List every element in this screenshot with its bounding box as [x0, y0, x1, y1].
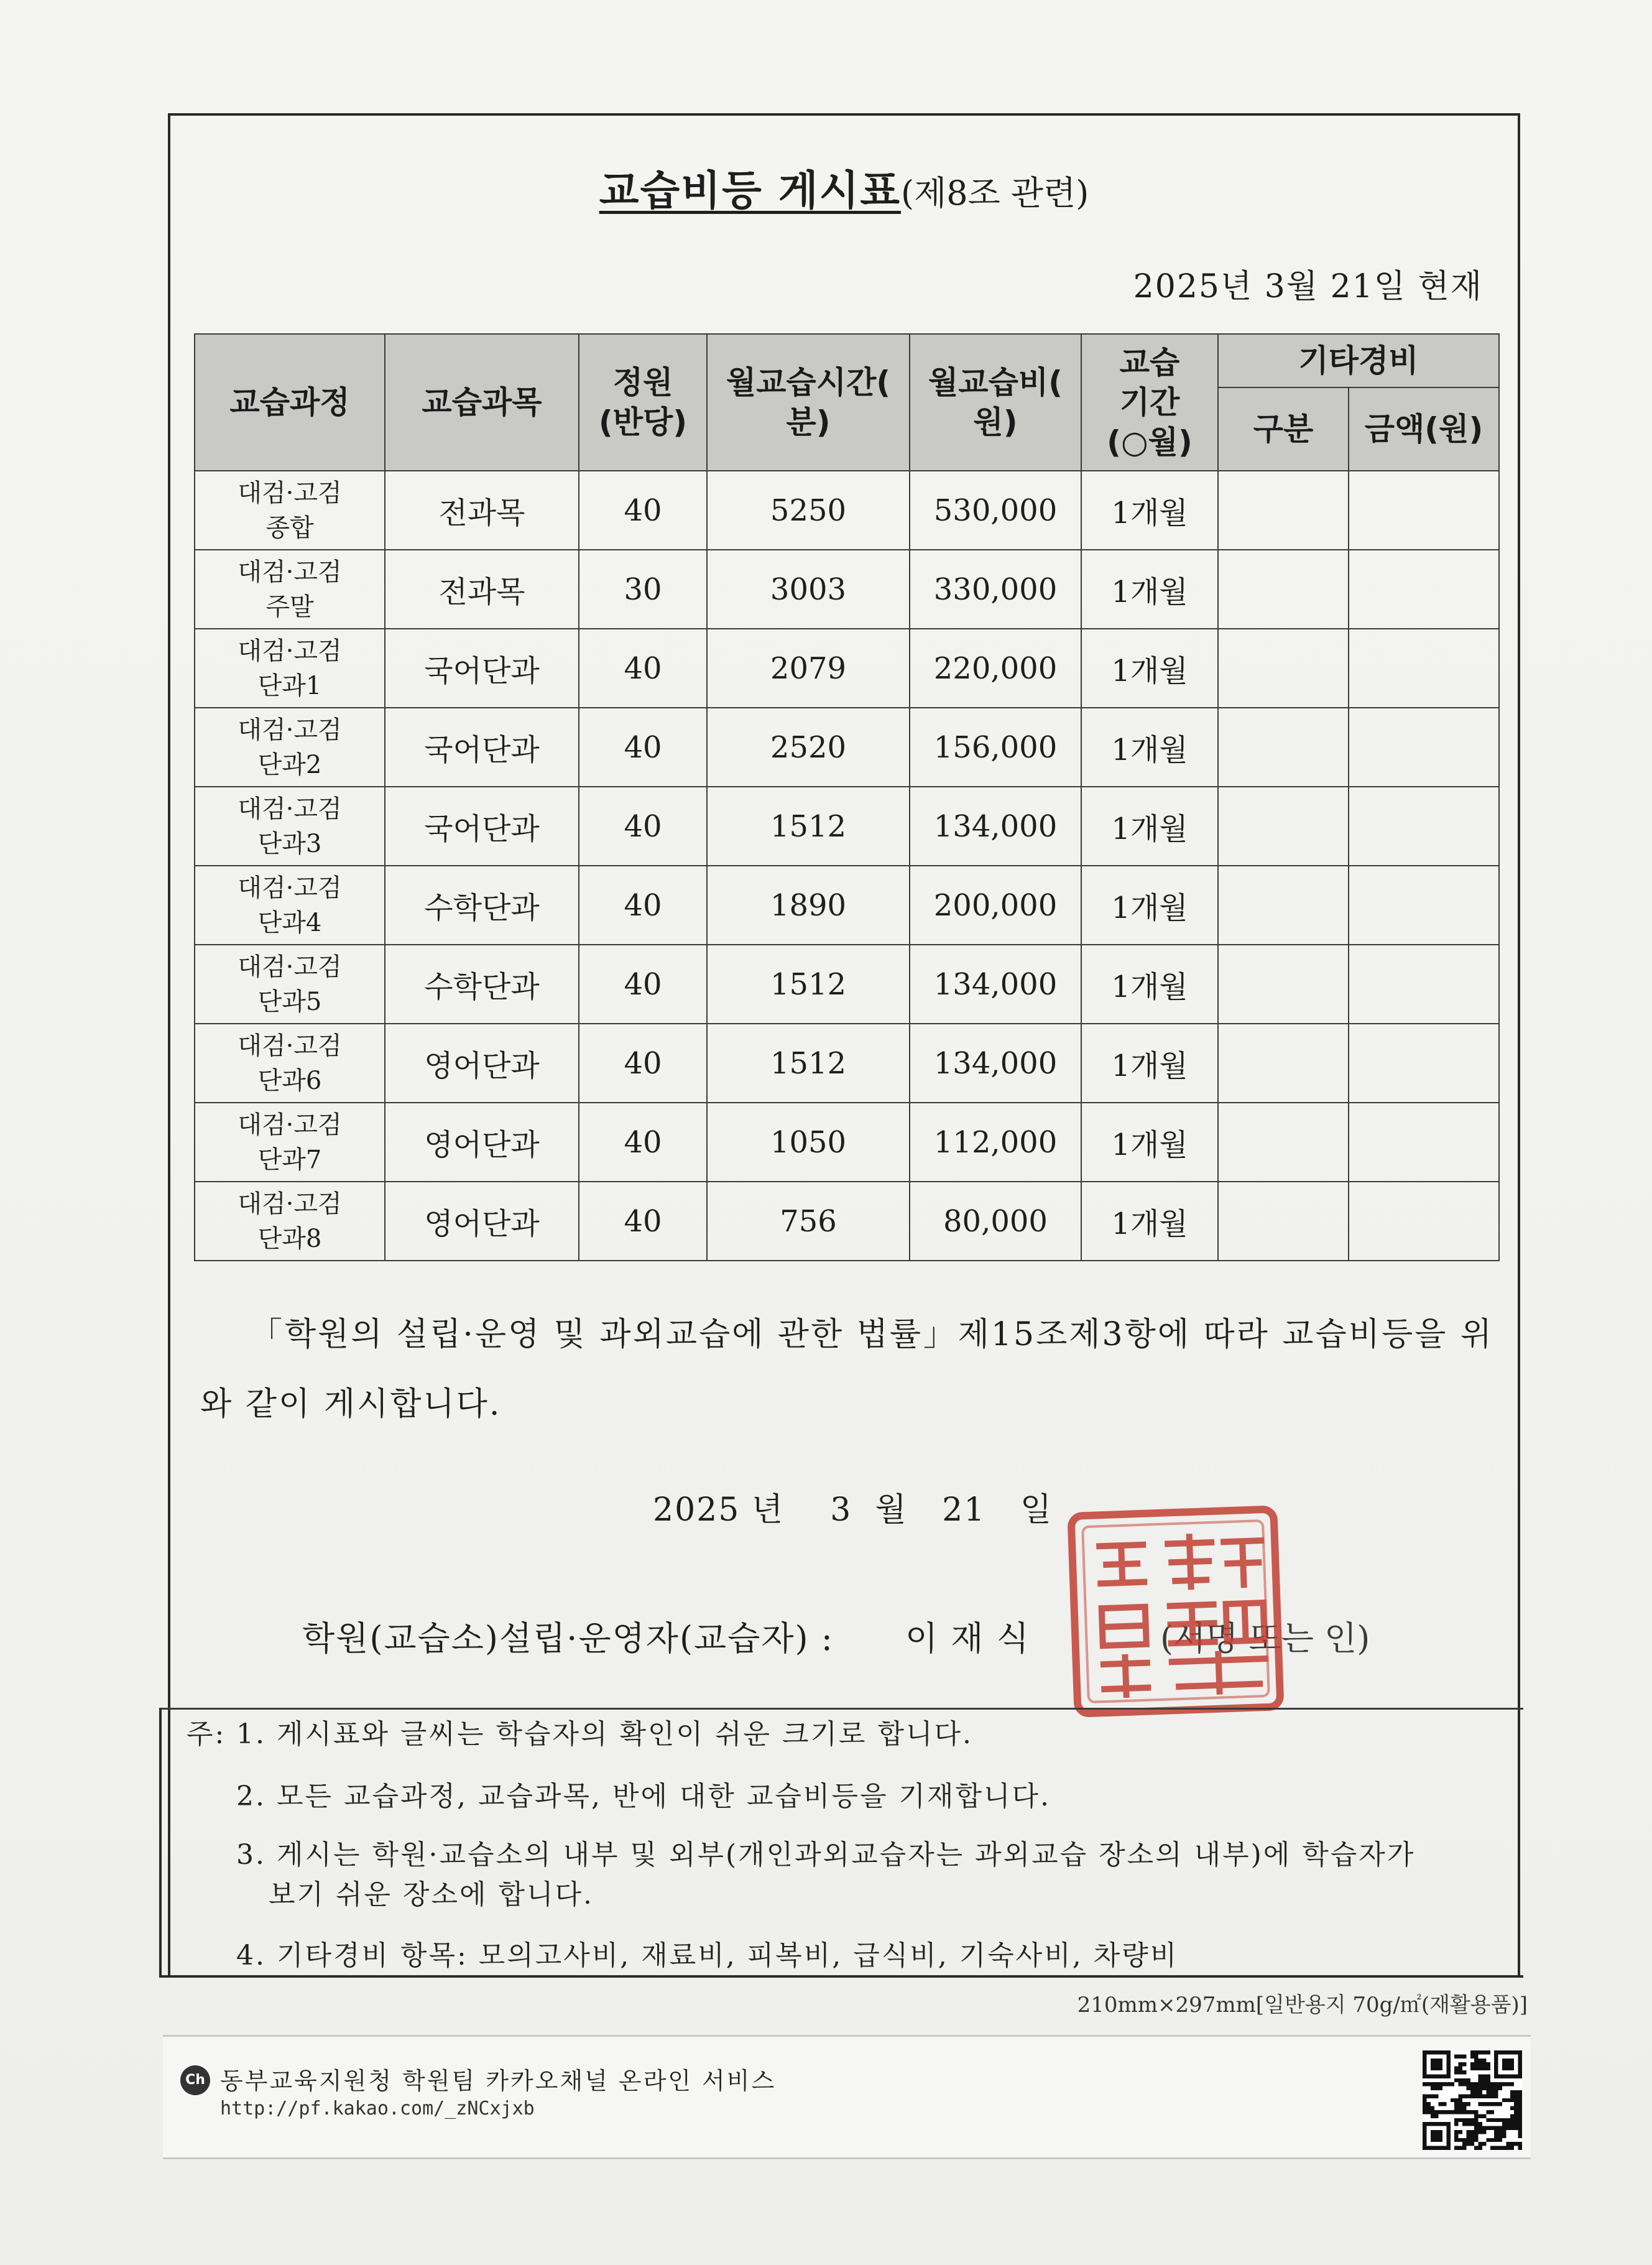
- as-of-date: 2025년 3월 21일 현재: [1133, 268, 1483, 305]
- cell-other-amount: [1349, 1103, 1499, 1182]
- title-main: 교습비등 게시표: [599, 167, 901, 215]
- cell-subject: 영어단과: [385, 1182, 579, 1261]
- cell-capacity: 40: [579, 945, 707, 1024]
- cell-course: 대검·고검 단과8: [195, 1182, 385, 1261]
- notes-prefix: 주:: [187, 1718, 226, 1750]
- notes-divider: [162, 1708, 1523, 1710]
- header-other: 기타경비: [1218, 334, 1499, 387]
- cell-hours: 3003: [707, 550, 910, 629]
- cell-other-type: [1218, 787, 1349, 866]
- cell-period: 1개월: [1081, 708, 1218, 787]
- cell-period: 1개월: [1081, 550, 1218, 629]
- header-other-type: 구분: [1218, 387, 1349, 471]
- cell-other-amount: [1349, 471, 1499, 550]
- cell-course: 대검·고검 단과5: [195, 945, 385, 1024]
- cell-other-amount: [1349, 550, 1499, 629]
- signature-date: 2025 년 3 월 21 일: [653, 1491, 1053, 1529]
- note-1: 1. 게시표와 글씨는 학습자의 확인이 쉬운 크기로 합니다.: [236, 1718, 973, 1750]
- table-row: [195, 708, 1499, 787]
- cell-period: 1개월: [1081, 787, 1218, 866]
- fee-table: [194, 333, 1500, 1261]
- table-row: [195, 1103, 1499, 1182]
- header-capacity: 정원 (반당): [579, 334, 707, 471]
- cell-subject: 국어단과: [385, 708, 579, 787]
- cell-course: 대검·고검 단과4: [195, 866, 385, 945]
- header-subject: 교습과목: [385, 334, 579, 471]
- cell-other-type: [1218, 866, 1349, 945]
- note-4: 4. 기타경비 항목: 모의고사비, 재료비, 피복비, 급식비, 기숙사비, 차량비: [236, 1940, 1179, 1971]
- cell-period: 1개월: [1081, 471, 1218, 550]
- cell-period: 1개월: [1081, 945, 1218, 1024]
- cell-other-amount: [1349, 1024, 1499, 1103]
- operator-label: 학원(교습소)설립·운영자(교습자) :: [302, 1619, 834, 1658]
- table-row: [195, 629, 1499, 708]
- cell-course: 대검·고검 단과2: [195, 708, 385, 787]
- cell-period: 1개월: [1081, 1182, 1218, 1261]
- cell-capacity: 40: [579, 1103, 707, 1182]
- cell-hours: 1050: [707, 1103, 910, 1182]
- cell-fee: 220,000: [910, 629, 1081, 708]
- official-seal: [1061, 1496, 1292, 1728]
- cell-subject: 전과목: [385, 471, 579, 550]
- cell-course: 대검·고검 단과3: [195, 787, 385, 866]
- table-row: [195, 787, 1499, 866]
- seal-note: (서명 또는 인): [1160, 1619, 1370, 1658]
- header-hours: 월교습시간( 분): [707, 334, 910, 471]
- cell-other-type: [1218, 708, 1349, 787]
- cell-hours: 1512: [707, 1024, 910, 1103]
- title-sub: (제8조 관련): [900, 174, 1089, 213]
- cell-other-type: [1218, 1024, 1349, 1103]
- note-2: 2. 모든 교습과정, 교습과목, 반에 대한 교습비등을 기재합니다.: [236, 1781, 1051, 1812]
- cell-period: 1개월: [1081, 1103, 1218, 1182]
- cell-fee: 530,000: [910, 471, 1081, 550]
- note-3-cont: 보기 쉬운 장소에 합니다.: [269, 1879, 594, 1911]
- cell-fee: 112,000: [910, 1103, 1081, 1182]
- cell-subject: 국어단과: [385, 629, 579, 708]
- cell-course: 대검·고검 종합: [195, 471, 385, 550]
- cell-fee: 156,000: [910, 708, 1081, 787]
- cell-subject: 국어단과: [385, 787, 579, 866]
- cell-subject: 영어단과: [385, 1103, 579, 1182]
- paper-spec: 210mm×297mm[일반용지 70g/㎡(재활용품)]: [1077, 1993, 1528, 2017]
- fee-table-body: [195, 471, 1499, 1261]
- cell-fee: 134,000: [910, 945, 1081, 1024]
- table-row: [195, 1182, 1499, 1261]
- cell-hours: 1512: [707, 945, 910, 1024]
- cell-other-amount: [1349, 945, 1499, 1024]
- cell-course: 대검·고검 주말: [195, 550, 385, 629]
- cell-hours: 1512: [707, 787, 910, 866]
- table-row: [195, 1024, 1499, 1103]
- table-row: [195, 550, 1499, 629]
- cell-subject: 전과목: [385, 550, 579, 629]
- cell-fee: 200,000: [910, 866, 1081, 945]
- cell-subject: 영어단과: [385, 1024, 579, 1103]
- cell-capacity: 40: [579, 629, 707, 708]
- cell-fee: 134,000: [910, 787, 1081, 866]
- cell-hours: 2520: [707, 708, 910, 787]
- cell-other-type: [1218, 945, 1349, 1024]
- kakao-channel-icon: Ch: [180, 2065, 210, 2095]
- cell-subject: 수학단과: [385, 945, 579, 1024]
- cell-period: 1개월: [1081, 866, 1218, 945]
- footer-bar: [163, 2035, 1531, 2159]
- cell-fee: 80,000: [910, 1182, 1081, 1261]
- cell-other-amount: [1349, 787, 1499, 866]
- form-bottom-border: [159, 1975, 1523, 1978]
- cell-capacity: 40: [579, 1182, 707, 1261]
- cell-capacity: 40: [579, 471, 707, 550]
- cell-other-amount: [1349, 629, 1499, 708]
- notice-text: 「학원의 설립·운영 및 과외교습에 관한 법률」제15조제3항에 따라 교습비등을 위와 같이 게시합니다.: [200, 1316, 1493, 1423]
- cell-other-amount: [1349, 708, 1499, 787]
- table-row: [195, 471, 1499, 550]
- cell-other-amount: [1349, 1182, 1499, 1261]
- cell-other-type: [1218, 550, 1349, 629]
- cell-hours: 756: [707, 1182, 910, 1261]
- operator-name: 이 재 식: [905, 1619, 1030, 1658]
- header-period: 교습 기간 (○월): [1081, 334, 1218, 471]
- document-title: [168, 163, 1520, 221]
- table-row: [195, 945, 1499, 1024]
- cell-other-type: [1218, 629, 1349, 708]
- cell-period: 1개월: [1081, 629, 1218, 708]
- cell-other-type: [1218, 1182, 1349, 1261]
- cell-hours: 1890: [707, 866, 910, 945]
- cell-course: 대검·고검 단과1: [195, 629, 385, 708]
- cell-fee: 134,000: [910, 1024, 1081, 1103]
- cell-course: 대검·고검 단과7: [195, 1103, 385, 1182]
- cell-period: 1개월: [1081, 1024, 1218, 1103]
- footer-url[interactable]: http://pf.kakao.com/_zNCxjxb: [220, 2098, 535, 2119]
- cell-subject: 수학단과: [385, 866, 579, 945]
- header-course: 교습과정: [195, 334, 385, 471]
- cell-fee: 330,000: [910, 550, 1081, 629]
- cell-hours: 5250: [707, 471, 910, 550]
- cell-other-type: [1218, 1103, 1349, 1182]
- footer-service: 동부교육지원청 학원팀 카카오채널 온라인 서비스: [220, 2067, 777, 2095]
- cell-hours: 2079: [707, 629, 910, 708]
- header-fee: 월교습비( 원): [910, 334, 1081, 471]
- header-other-amount: 금액(원): [1349, 387, 1499, 471]
- table-row: [195, 866, 1499, 945]
- cell-course: 대검·고검 단과6: [195, 1024, 385, 1103]
- cell-capacity: 30: [579, 550, 707, 629]
- note-3: 3. 게시는 학원·교습소의 내부 및 외부(개인과외교습자는 과외교습 장소의 내부)에 학습자가: [236, 1839, 1416, 1871]
- operator-line: [302, 1612, 1030, 1660]
- cell-capacity: 40: [579, 866, 707, 945]
- qr-code-icon[interactable]: [1423, 2050, 1522, 2150]
- cell-capacity: 40: [579, 708, 707, 787]
- cell-capacity: 40: [579, 787, 707, 866]
- cell-other-type: [1218, 471, 1349, 550]
- cell-capacity: 40: [579, 1024, 707, 1103]
- notes-left-border: [159, 1708, 162, 1978]
- cell-other-amount: [1349, 866, 1499, 945]
